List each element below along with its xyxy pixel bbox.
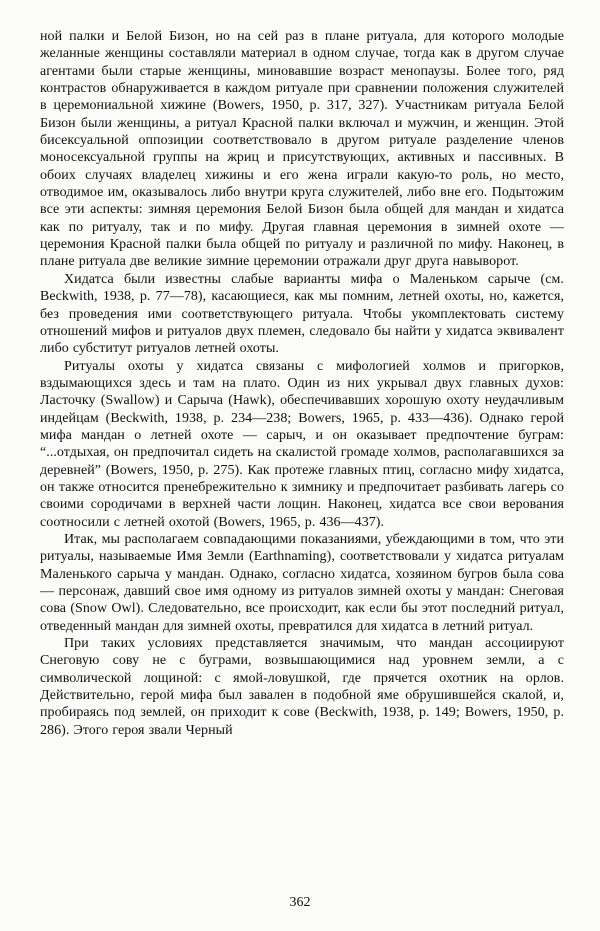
paragraph: Хидатса были известны слабые варианты мифа о Маленьком сарыче (см. Beckwith, 1938, p. 77—78), касающиеся, как мы помним, летней охоты, но, кажется, без проведения ими соответствующего ритуала. Чтобы укомплектовать систему отношений мифов и ритуалов двух племен, следовало бы найти у хидатса эквивалент либо субститут ритуалов летней охоты.	[40, 271, 564, 357]
paragraph: Итак, мы располагаем совпадающими показаниями, убеждающими в том, что эти ритуалы, называемые Имя Земли (Earthnaming), соответствовали у хидатса ритуалам Маленького сарыча у мандан. Однако, согласно хидатса, хозяином бугров была сова — персонаж, давший свое имя одному из ритуалов зимней охоты у мандан: Снеговая сова (Snow Owl). Следовательно, все происходит, как если бы этот последний ритуал, отведенный мандан для зимней охоты, превратился для хидатса в летний ритуал.	[40, 531, 564, 634]
paragraph: При таких условиях представляется значимым, что мандан ассоциируют Снеговую сову не с буграми, возвышающимися над уровнем земли, а с символической лощиной: с ямой-ловушкой, где прячется охотник на орлов. Действительно, герой мифа был завален в подобной яме обрушившейся скалой, и, пробираясь под землей, он приходит к сове (Beckwith, 1938, p. 149; Bowers, 1950, p. 286). Этого героя звали Черный	[40, 636, 564, 738]
paragraph: Ритуалы охоты у хидатса связаны с мифологией холмов и пригорков, вздымающихся здесь и там на плато. Один из них укрывал двух главных духов: Ласточку (Swallow) и Сарыча (Hawk), обеспечивавших хорошую охоту неудачливым индейцам (Beckwith, 1938, p. 234—238; Bowers, 1965, p. 433—436). Однако герой мифа мандан о летней охоте — сарыч, и он оказывает предпочтение буграм: “...отдыхая, он предпочитал сидеть на скалистой громаде холмов, располагавшихся за деревней” (Bowers, 1950, p. 275). Как протеже главных птиц, согласно мифу хидатса, он также относится пренебрежительно к зимнику и предпочитает разбивать лагерь со своими сородичами в верхней части лощин. Наконец, хидатса все свои верования соотносили с летней охотой (Bowers, 1965, p. 436—437).	[40, 358, 564, 530]
text-block	[40, 28, 564, 739]
paragraph: ной палки и Белой Бизон, но на сей раз в плане ритуала, для которого молодые желанные женщины составляли материал в одном случае, тогда как в другом случае агентами были старые женщины, миновавшие возраст менопаузы. Более того, ряд контрастов обнаруживается в каждом ритуале при сравнении положения служителей в церемониальной хижине (Bowers, 1950, p. 317, 327). Участникам ритуала Белой Бизон были женщины, а ритуал Красной палки включал и мужчин, и женщин. Этой бисексуальной оппозиции соответствовало в другом ритуале разделение членов моносексуальной группы на жриц и присутствующих, активных и пассивных. В обоих случаях владелец хижины и его жена играли какую-то роль, но место, отводимое им, оказывалось либо внутри круга служителей, либо вне его. Подытожим все эти аспекты: зимняя церемония Белой Бизон была общей для мандан и хидатса как по ритуалу, так и по мифу. Другая главная церемония в зимней охоте — церемония Красной палки была общей по ритуалу и различной по мифу. Наконец, в плане ритуала две великие зимние церемонии отражали друг друга навыворот.	[40, 29, 564, 270]
page-number: 362	[289, 895, 311, 910]
